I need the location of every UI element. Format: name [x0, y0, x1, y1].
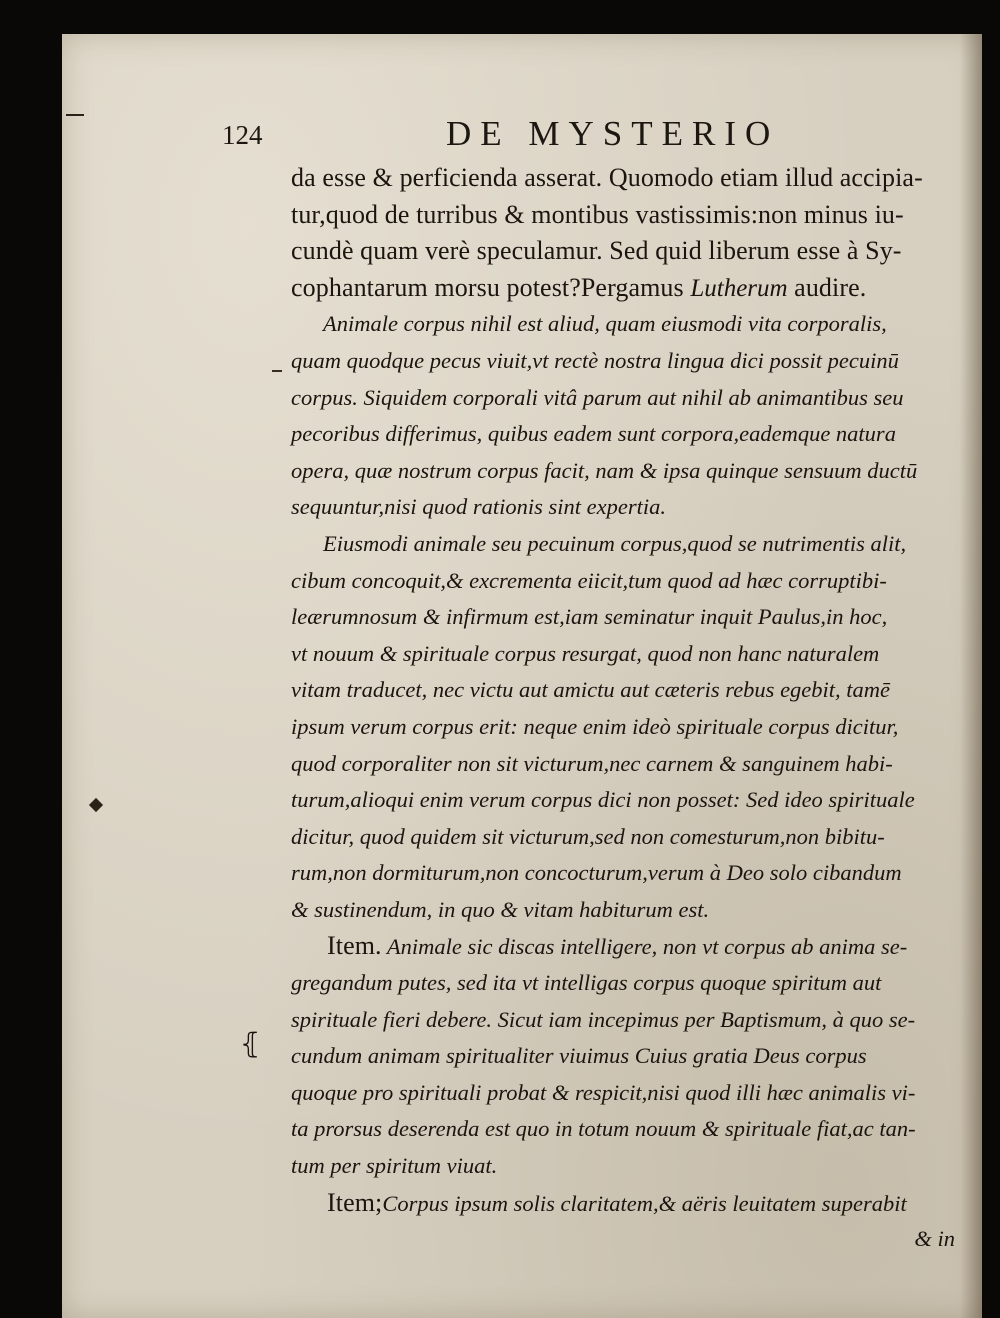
text-line: & sustinendum, in quo & vitam habiturum est.	[291, 896, 710, 922]
text-line: gregandum putes, sed ita vt intelligas corpus quoque spiritum aut	[291, 970, 882, 996]
text-line	[291, 1185, 963, 1222]
margin-brace-mark: ⦃	[240, 1027, 261, 1060]
text-line: da esse & perficienda asserat. Quomodo etiam illud accipia-	[291, 163, 923, 192]
text-line: tum per spiritum viuat.	[291, 1153, 498, 1179]
text-line: cundum animam spiritualiter viuimus Cuius gratia Deus corpus	[291, 1043, 867, 1069]
text-fragment: audire.	[787, 272, 867, 302]
text-line: quam quodque pecus viuit,vt rectè nostra lingua dici possit pecuinū	[291, 347, 899, 373]
margin-blot	[89, 798, 103, 812]
text-line: turum,alioqui enim verum corpus dici non posset: Sed ideo spirituale	[291, 787, 915, 813]
text-line: rum,non dormiturum,non concocturum,verum à Deo solo cibandum	[291, 860, 902, 886]
text-line: opera, quæ nostrum corpus facit, nam & ipsa quinque sensuum ductū	[291, 457, 918, 483]
text-line: pecoribus differimus, quibus eadem sunt corpora,eademque natura	[291, 421, 896, 447]
text-line	[291, 270, 963, 307]
text-line: leærumnosum & infirmum est,iam seminatur inquit Paulus,in hoc,	[291, 604, 888, 630]
text-line: tur,quod de turribus & montibus vastissimis:non minus iu-	[291, 199, 904, 229]
page-number: 124	[222, 120, 263, 150]
running-title: DE MYSTERIO	[446, 114, 780, 153]
page-header	[222, 114, 842, 158]
item-label: Item;	[327, 1187, 383, 1217]
margin-mark	[66, 114, 84, 116]
text-line: ta prorsus deserenda est quo in totum nouum & spirituale fiat,ac tan-	[291, 1116, 916, 1142]
item-label: Item.	[327, 931, 382, 961]
text-line: Eiusmodi animale seu pecuinum corpus,quod se nutrimentis alit,	[323, 530, 907, 556]
author-name: Lutherum	[690, 274, 788, 302]
text-line: ipsum verum corpus erit: neque enim ideò spirituale corpus dicitur,	[291, 713, 899, 739]
text-line	[291, 928, 963, 965]
text-line: dicitur, quod quidem sit victurum,sed non comesturum,non bibitu-	[291, 823, 885, 849]
body-text	[291, 160, 963, 1258]
text-fragment: cophantarum morsu potest?Pergamus	[291, 272, 691, 302]
margin-mark	[272, 370, 282, 372]
text-line: cibum concoquit,& excrementa eiicit,tum quod ad hæc corruptibi-	[291, 567, 887, 593]
text-line: cundè quam verè speculamur. Sed quid liberum esse à Sy-	[291, 236, 902, 266]
text-line: sequuntur,nisi quod rationis sint expertia.	[291, 494, 667, 520]
text-fragment: Corpus ipsum solis claritatem,& aëris leuitatem superabit	[382, 1190, 907, 1216]
text-line: quoque pro spirituali probat & respicit,nisi quod illi hæc animalis vi-	[291, 1079, 916, 1105]
text-line: spirituale fieri debere. Sicut iam incepimus per Baptismum, à quo se-	[291, 1006, 916, 1032]
text-line: quod corporaliter non sit victurum,nec carnem & sanguinem habi-	[291, 750, 893, 776]
text-line: vt nouum & spirituale corpus resurgat, quod non hanc naturalem	[291, 640, 880, 666]
text-line: corpus. Siquidem corporali vitâ parum aut nihil ab animantibus seu	[291, 384, 904, 410]
text-line: vitam traducet, nec victu aut amictu aut cæteris rebus egebit, tamē	[291, 677, 891, 703]
page-edge-shadow	[960, 34, 982, 1318]
text-line: Animale corpus nihil est aliud, quam eiusmodi vita corporalis,	[323, 311, 887, 337]
catchword: & in	[914, 1226, 955, 1252]
text-fragment: Animale sic discas intelligere, non vt corpus ab anima se-	[381, 934, 908, 960]
